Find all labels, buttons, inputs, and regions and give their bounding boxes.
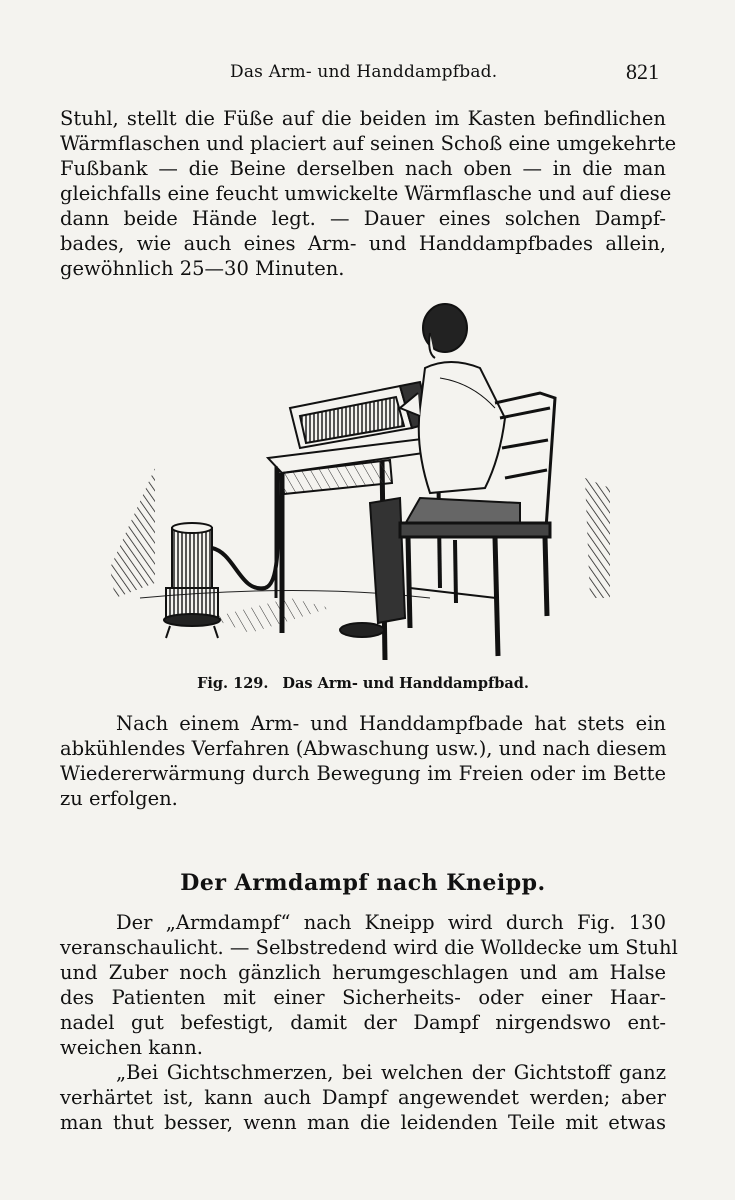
- figure-caption-text: Das Arm- und Handdampfbad.: [282, 675, 529, 692]
- text-line: des Patienten mit einer Sicherheits- oder einer Haar-: [60, 986, 666, 1009]
- text-line: gleichfalls eine feucht umwickelte Wärmflasche und auf diese: [60, 182, 672, 205]
- text-line: weichen kann.: [60, 1036, 204, 1059]
- paragraph-armdampf: [60, 910, 678, 1135]
- wall-shading-left: [110, 468, 155, 598]
- text-line: bades, wie auch eines Arm- und Handdampfbades allein,: [60, 232, 666, 255]
- text-line: Fußbank — die Beine derselben nach oben — in die man: [60, 157, 666, 180]
- text-line: Stuhl, stellt die Füße auf die beiden im Kasten befindlichen: [60, 107, 666, 130]
- text-line: Nach einem Arm- und Handdampfbade hat stets ein: [116, 712, 666, 735]
- paragraph-aftercare: [60, 711, 666, 811]
- text-line: abkühlendes Verfahren (Abwaschung usw.), und nach diesem: [60, 737, 667, 760]
- text-line: „Bei Gichtschmerzen, bei welchen der Gichtstoff ganz: [116, 1061, 666, 1084]
- text-line: und Zuber noch gänzlich herumgeschlagen und am Halse: [60, 961, 666, 984]
- page-number: 821: [626, 59, 659, 84]
- text-line: man thut besser, wenn man die leidenden Teile mit etwas: [60, 1111, 666, 1134]
- steam-box: [290, 382, 430, 448]
- wall-shading-right: [585, 478, 610, 598]
- text-line: veranschaulicht. — Selbstredend wird die Wolldecke um Stuhl: [60, 936, 678, 959]
- arm-hand-steam-bath-illustration: [100, 298, 620, 663]
- text-line: verhärtet ist, kann auch Dampf angewendet werden; aber: [60, 1086, 666, 1109]
- text-line: gewöhnlich 25—30 Minuten.: [60, 257, 345, 280]
- text-line: Der „Armdampf“ nach Kneipp wird durch Fig. 130: [116, 911, 666, 934]
- floor-shadow: [210, 598, 330, 633]
- paragraph-continued: [60, 106, 677, 281]
- text-line: Wiedererwärmung durch Bewegung im Freien oder im Bette: [60, 762, 666, 785]
- steam-kettle: [164, 523, 220, 638]
- steam-hose: [212, 468, 278, 588]
- running-header: [0, 59, 735, 88]
- figure-caption: [60, 675, 666, 697]
- running-title: Das Arm- und Handdampfbad.: [230, 62, 498, 82]
- figure-label: Fig. 129.: [197, 675, 269, 692]
- section-heading: Der Armdampf nach Kneipp.: [180, 870, 546, 896]
- text-line: dann beide Hände legt. — Dauer eines solchen Dampf-: [60, 207, 666, 230]
- text-line: zu erfolgen.: [60, 787, 178, 810]
- text-line: Wärmflaschen und placiert auf seinen Schoß eine umgekehrte: [60, 132, 677, 155]
- text-line: nadel gut befestigt, damit der Dampf nirgendswo ent-: [60, 1011, 666, 1034]
